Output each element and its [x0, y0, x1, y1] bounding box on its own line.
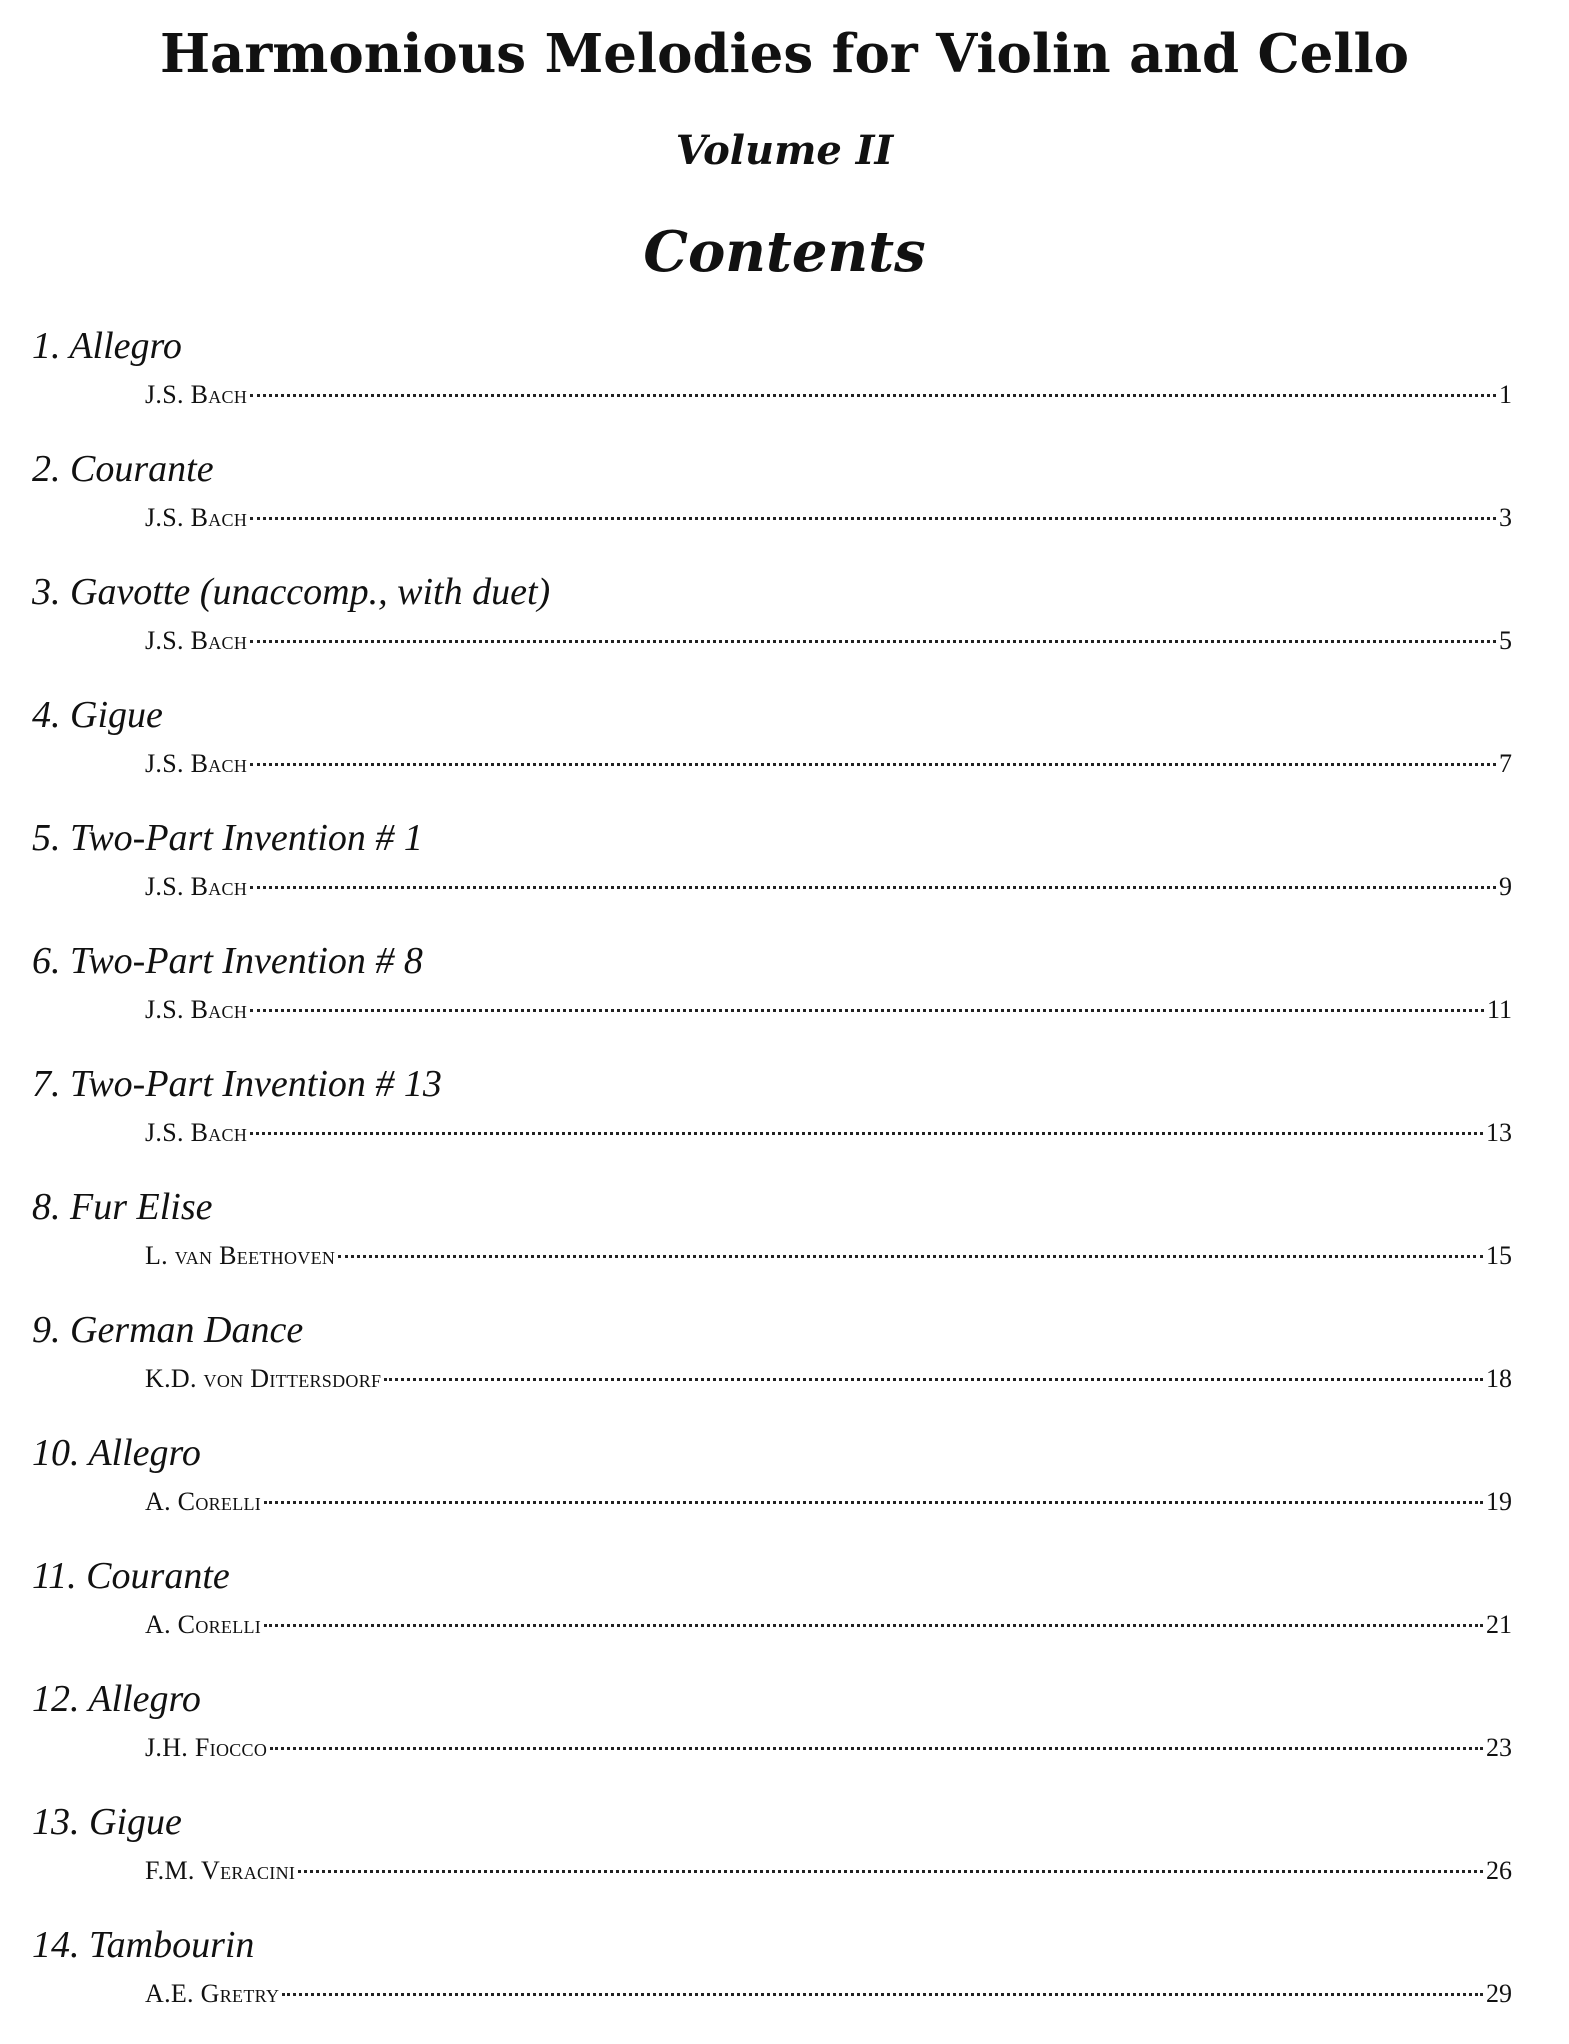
toc-entry-page-number: 26 [1486, 1856, 1512, 1885]
dot-leader [264, 1624, 1483, 1627]
toc-entry[interactable] [0, 445, 1569, 568]
toc-entry-composer: J.S. Bach [145, 503, 248, 532]
dot-leader [250, 517, 1496, 520]
table-of-contents [0, 322, 1569, 2044]
toc-entry-composer: F.M. Veracini [145, 1856, 296, 1885]
toc-entry-line [145, 1239, 1512, 1273]
toc-entry[interactable] [0, 568, 1569, 691]
toc-entry-line [145, 1731, 1512, 1765]
toc-entry[interactable] [0, 1675, 1569, 1798]
toc-entry-title: 9. German Dance [32, 1309, 304, 1351]
dot-leader [270, 1747, 1483, 1750]
toc-entry-line [145, 1116, 1512, 1150]
toc-entry-line [145, 1977, 1512, 2011]
document-title: Harmonious Melodies for Violin and Cello [159, 23, 1410, 85]
toc-entry-title: 7. Two-Part Invention # 13 [32, 1063, 442, 1105]
dot-leader [250, 1009, 1484, 1012]
toc-entry-composer: A. Corelli [145, 1487, 262, 1516]
toc-entry-line [145, 747, 1512, 781]
toc-entry-page-number: 11 [1486, 995, 1512, 1024]
toc-entry-page-number: 18 [1486, 1364, 1512, 1393]
toc-entry-page-number: 19 [1486, 1487, 1512, 1516]
toc-entry-composer: L. van Beethoven [145, 1241, 336, 1270]
toc-entry-composer: J.S. Bach [145, 380, 248, 409]
toc-entry-title: 4. Gigue [32, 694, 163, 736]
toc-entry[interactable] [0, 691, 1569, 814]
toc-entry-composer: J.S. Bach [145, 1118, 248, 1147]
dot-leader [250, 763, 1496, 766]
dot-leader [338, 1255, 1483, 1258]
toc-entry-page-number: 21 [1486, 1610, 1512, 1639]
dot-leader [250, 640, 1496, 643]
toc-entry-page-number: 5 [1499, 626, 1512, 655]
toc-entry[interactable] [0, 1798, 1569, 1921]
toc-entry-title: 2. Courante [32, 448, 214, 490]
toc-entry-page-number: 7 [1499, 749, 1512, 778]
toc-entry-composer: J.S. Bach [145, 995, 248, 1024]
toc-entry-composer: J.S. Bach [145, 626, 248, 655]
toc-entry-line [145, 501, 1512, 535]
toc-entry-line [145, 993, 1512, 1027]
toc-entry-line [145, 1608, 1512, 1642]
toc-entry-composer: A. Corelli [145, 1610, 262, 1639]
toc-entry-title: 11. Courante [32, 1555, 230, 1597]
toc-entry-page-number: 29 [1486, 1979, 1512, 2008]
toc-entry-title: 5. Two-Part Invention # 1 [32, 817, 423, 859]
dot-leader [264, 1501, 1483, 1504]
toc-entry-title: 12. Allegro [32, 1678, 201, 1720]
toc-entry-title: 1. Allegro [32, 325, 182, 367]
dot-leader [250, 886, 1496, 889]
dot-leader [282, 1993, 1483, 1996]
toc-entry-page-number: 3 [1499, 503, 1512, 532]
dot-leader [250, 1132, 1483, 1135]
toc-entry-line [145, 1854, 1512, 1888]
contents-heading: Contents [643, 219, 926, 285]
toc-entry[interactable] [0, 1060, 1569, 1183]
toc-entry-title: 14. Tambourin [32, 1924, 255, 1966]
toc-entry-page-number: 23 [1486, 1733, 1512, 1762]
toc-entry[interactable] [0, 322, 1569, 445]
dot-leader [384, 1378, 1483, 1381]
toc-entry[interactable] [0, 814, 1569, 937]
toc-entry-title: 13. Gigue [32, 1801, 182, 1843]
toc-entry-line [145, 378, 1512, 412]
toc-entry-composer: A.E. Gretry [145, 1979, 280, 2008]
toc-entry-composer: K.D. von Dittersdorf [145, 1364, 382, 1393]
toc-entry[interactable] [0, 1552, 1569, 1675]
toc-entry-title: 6. Two-Part Invention # 8 [32, 940, 423, 982]
toc-entry-composer: J.S. Bach [145, 749, 248, 778]
toc-entry-title: 10. Allegro [32, 1432, 201, 1474]
toc-entry-title: 3. Gavotte (unaccomp., with duet) [32, 571, 551, 613]
toc-entry-line [145, 1362, 1512, 1396]
toc-entry[interactable] [0, 1921, 1569, 2044]
toc-entry-page-number: 1 [1499, 380, 1512, 409]
toc-entry-line [145, 870, 1512, 904]
volume-subtitle: Volume II [675, 127, 894, 174]
toc-entry-page-number: 15 [1486, 1241, 1512, 1270]
toc-entry[interactable] [0, 1306, 1569, 1429]
toc-entry-page-number: 13 [1486, 1118, 1512, 1147]
toc-entry[interactable] [0, 937, 1569, 1060]
toc-entry-composer: J.H. Fiocco [145, 1733, 268, 1762]
toc-entry-title: 8. Fur Elise [32, 1186, 213, 1228]
dot-leader [298, 1870, 1483, 1873]
toc-entry-composer: J.S. Bach [145, 872, 248, 901]
toc-entry-page-number: 9 [1499, 872, 1512, 901]
toc-entry[interactable] [0, 1183, 1569, 1306]
toc-entry-line [145, 1485, 1512, 1519]
toc-entry[interactable] [0, 1429, 1569, 1552]
dot-leader [250, 394, 1496, 397]
toc-entry-line [145, 624, 1512, 658]
